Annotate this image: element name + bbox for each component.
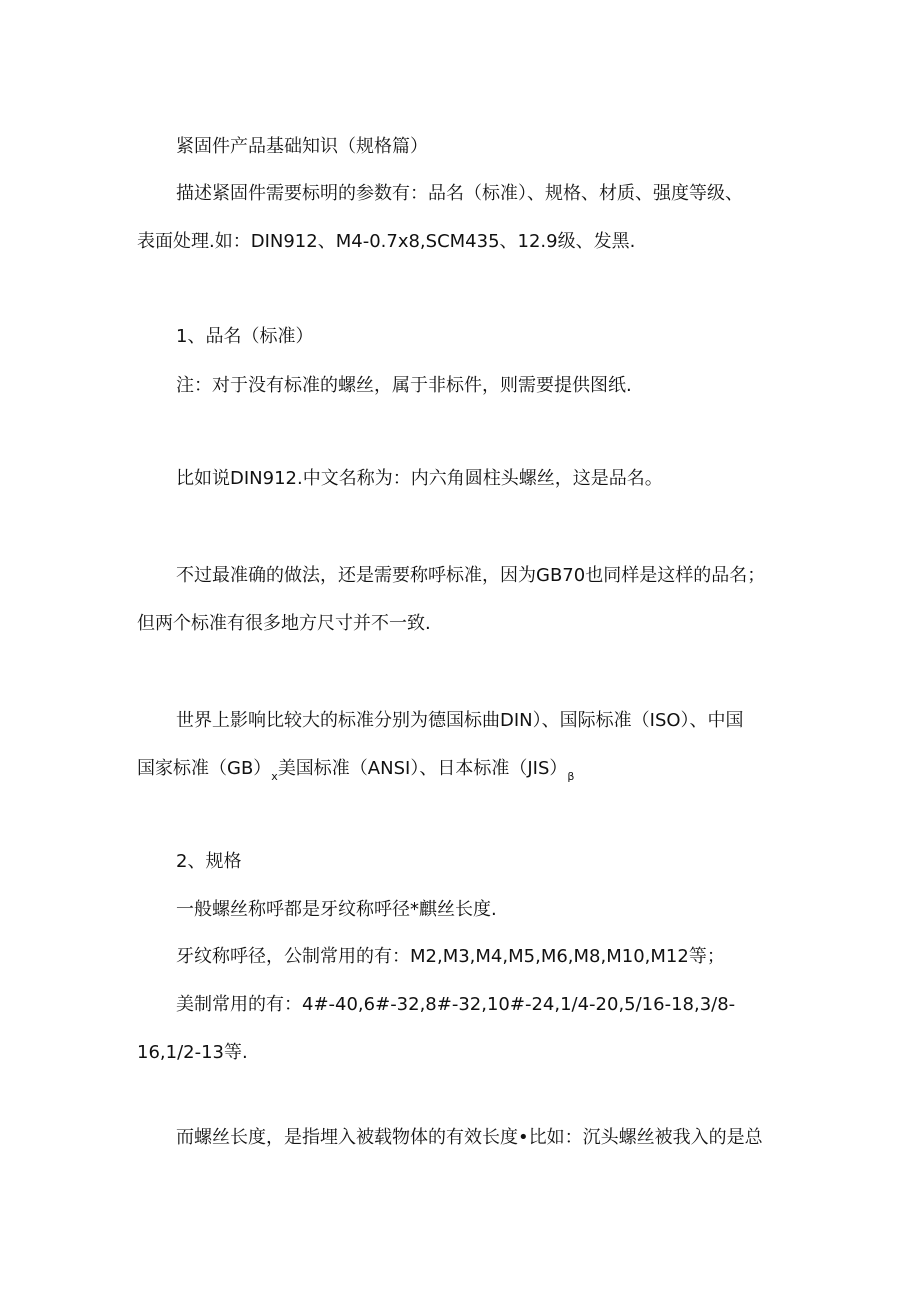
standards-text-a: 国家标准（GB） — [137, 758, 272, 779]
section-1-precise-line-1: 不过最准确的做法，还是需要称呼标准，因为GB70也同样是这样的品名； — [176, 565, 766, 586]
standards-subscript-1: x — [271, 770, 278, 783]
section-1-note: 注：对于没有标准的螺丝，属于非标件，则需要提供图纸. — [176, 375, 632, 396]
section-1-precise-line-2: 但两个标准有很多地方尺寸并不一致. — [137, 613, 431, 634]
document-title: 紧固件产品基础知识（规格篇） — [176, 136, 428, 157]
section-2-imperial-line-2: 16,1/2-13等. — [137, 1042, 248, 1063]
section-1-heading: 1、品名（标准） — [176, 326, 314, 347]
section-1-example: 比如说DIN912.中文名称为：内六角圆柱头螺丝，这是品名。 — [176, 468, 663, 489]
section-2-length: 而螺丝长度，是指埋入被载物体的有效长度•比如：沉头螺丝被我入的是总 — [176, 1127, 763, 1148]
standards-text-b: 美国标准（ANSI）、日本标准（JIS） — [277, 758, 568, 779]
intro-line-1: 描述紧固件需要标明的参数有：品名（标准）、规格、材质、强度等级、 — [176, 183, 743, 204]
section-1-standards-line-1: 世界上影响比较大的标准分别为德国标曲DIN）、国际标准（ISO）、中国 — [176, 710, 744, 731]
section-2-metric: 牙纹称呼径，公制常用的有：M2,M3,M4,M5,M6,M8,M10,M12等； — [176, 946, 725, 967]
section-2-general: 一般螺丝称呼都是牙纹称呼径*麒丝长度. — [176, 899, 497, 920]
section-2-heading: 2、规格 — [176, 851, 242, 872]
intro-line-2: 表面处理.如：DIN912、M4-0.7x8,SCM435、12.9级、发黑. — [137, 231, 636, 252]
section-1-standards-line-2 — [137, 757, 574, 783]
standards-subscript-2: β — [567, 770, 575, 783]
section-2-imperial-line-1: 美制常用的有：4#-40,6#-32,8#-32,10#-24,1/4-20,5/16-18,3/8- — [176, 994, 736, 1015]
